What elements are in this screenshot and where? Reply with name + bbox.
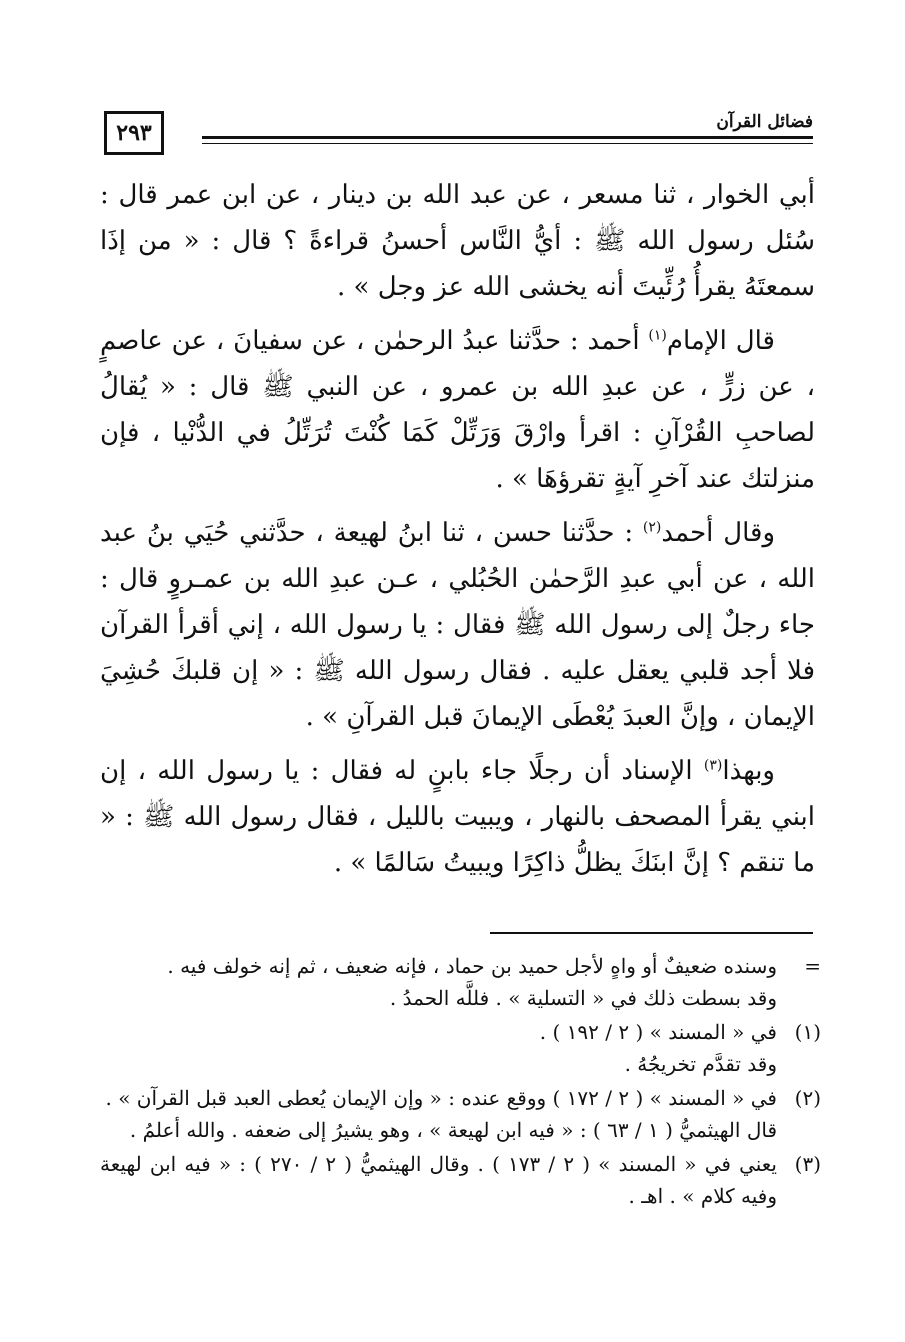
footnote-line: وقد تقدَّم تخريجُهُ . bbox=[624, 1052, 777, 1076]
paragraph-4 bbox=[100, 748, 815, 886]
footnote-separator bbox=[490, 932, 813, 934]
footnote-marker: = bbox=[804, 954, 821, 978]
footnote-3 bbox=[100, 1148, 821, 1212]
footnote-ref: (٢) bbox=[642, 519, 662, 536]
page-number bbox=[104, 111, 164, 155]
footnote-line: وسنده ضعيفٌ أو واهٍ لأجل حميد بن حماد ، فإنه ضعيف ، ثم إنه خولف فيه . bbox=[167, 954, 777, 978]
footnote-line: قال الهيثميُّ ( ١ / ٦٣ ) : « فيه ابن لهيعة » ، وهو يشيرُ إلى ضعفه . والله أعلمُ . bbox=[129, 1118, 777, 1142]
paragraph-3 bbox=[100, 510, 815, 740]
header-rule-thin bbox=[202, 143, 813, 144]
footnote-line: يعني في « المسند » ( ٢ / ١٧٣ ) . وقال الهيثميُّ ( ٢ / ٢٧٠ ) : « فيه ابن لهيعة وفيه كلام » . اهـ . bbox=[100, 1152, 777, 1208]
paragraph-text-post: أحمد : حدَّثنا عبدُ الرحمٰن ، عن سفيانَ ، عن عاصمٍ ، عن زرٍّ ، عن عبدِ الله بن عمرو ، عن النبي ﷺ قال : « يُقالُ لصاحبِ القُرْآنِ : اقرأ وارْقَ وَرَتِّلْ كَمَا كُنْتَ تُرَتِّلُ في الدُّنْيا ، فإن منزلتك عند آخرِ آيةٍ تقرؤهَا » . bbox=[100, 326, 815, 494]
paragraph-text-pre: قال الإمام bbox=[666, 326, 775, 356]
footnote-line: في « المسند » ( ٢ / ١٧٢ ) ووقع عنده : « وإن الإيمان يُعطى العبد قبل القرآن » . bbox=[105, 1086, 777, 1110]
main-text bbox=[100, 172, 815, 894]
header-rule-thick bbox=[202, 136, 813, 139]
footnote-text bbox=[100, 950, 777, 1014]
footnote-marker: (١) bbox=[794, 1020, 821, 1044]
paragraph-2 bbox=[100, 318, 815, 502]
footnote-marker: (٢) bbox=[794, 1086, 821, 1110]
footnote-text bbox=[100, 1082, 777, 1146]
paragraph-text-post: الإسناد أن رجلًا جاء بابنٍ له فقال : يا رسول الله ، إن ابني يقرأ المصحف بالنهار ، ويبيت بالليل ، فقال رسول الله ﷺ : « ما تنقم ؟ إنَّ ابنَكَ يظلُّ ذاكِرًا ويبيتُ سَالمًا » . bbox=[100, 756, 815, 878]
footnote-text bbox=[100, 1016, 777, 1080]
footnote-ref: (١) bbox=[648, 327, 667, 344]
paragraph-text-post: : حدَّثنا حسن ، ثنا ابنُ لهيعة ، حدَّثني حُيَي بنُ عبد الله ، عن أبي عبدِ الرَّحمٰن الحُبُلي ، عـن عبدِ الله بن عمـروٍ قال : جاء رجلٌ إلى رسول الله ﷺ فقال : يا رسول الله ، إني أقرأ القرآن فلا أجد قلبي يعقل عليه . فقال رسول الله ﷺ : « إن قلبكَ حُشِيَ الإيمان ، وإنَّ العبدَ يُعْطَى الإيمانَ قبل القرآنِ » . bbox=[100, 518, 815, 732]
footnote-line: في « المسند » ( ٢ / ١٩٢ ) . bbox=[539, 1020, 777, 1044]
footnote-marker: (٣) bbox=[794, 1152, 821, 1176]
page-number-text: ٢٩٣ bbox=[116, 120, 152, 146]
paragraph-text-pre: وبهذا bbox=[722, 756, 775, 786]
paragraph-text-pre: وقال أحمد bbox=[661, 518, 775, 548]
footnote-2 bbox=[100, 1082, 821, 1146]
paragraph-text: أبي الخوار ، ثنا مسعر ، عن عبد الله بن دينار ، عن ابن عمر قال : سُئل رسول الله ﷺ : أيُّ النَّاس أحسنُ قراءةً ؟ قال : « من إذَا سمعتَهُ يقرأُ رُئِّيتَ أنه يخشى الله عز وجل » . bbox=[100, 180, 815, 302]
footnote-continuation bbox=[100, 950, 821, 1014]
paragraph-1 bbox=[100, 172, 815, 310]
footnote-ref: (٣) bbox=[703, 757, 723, 774]
footnote-1 bbox=[100, 1016, 821, 1080]
footnote-line: وقد بسطت ذلك في « التسلية » . فللَّه الحمدُ . bbox=[389, 986, 777, 1010]
running-title: فضائل القرآن bbox=[716, 112, 813, 132]
footnote-text bbox=[100, 1148, 777, 1212]
footnotes bbox=[100, 950, 821, 1214]
